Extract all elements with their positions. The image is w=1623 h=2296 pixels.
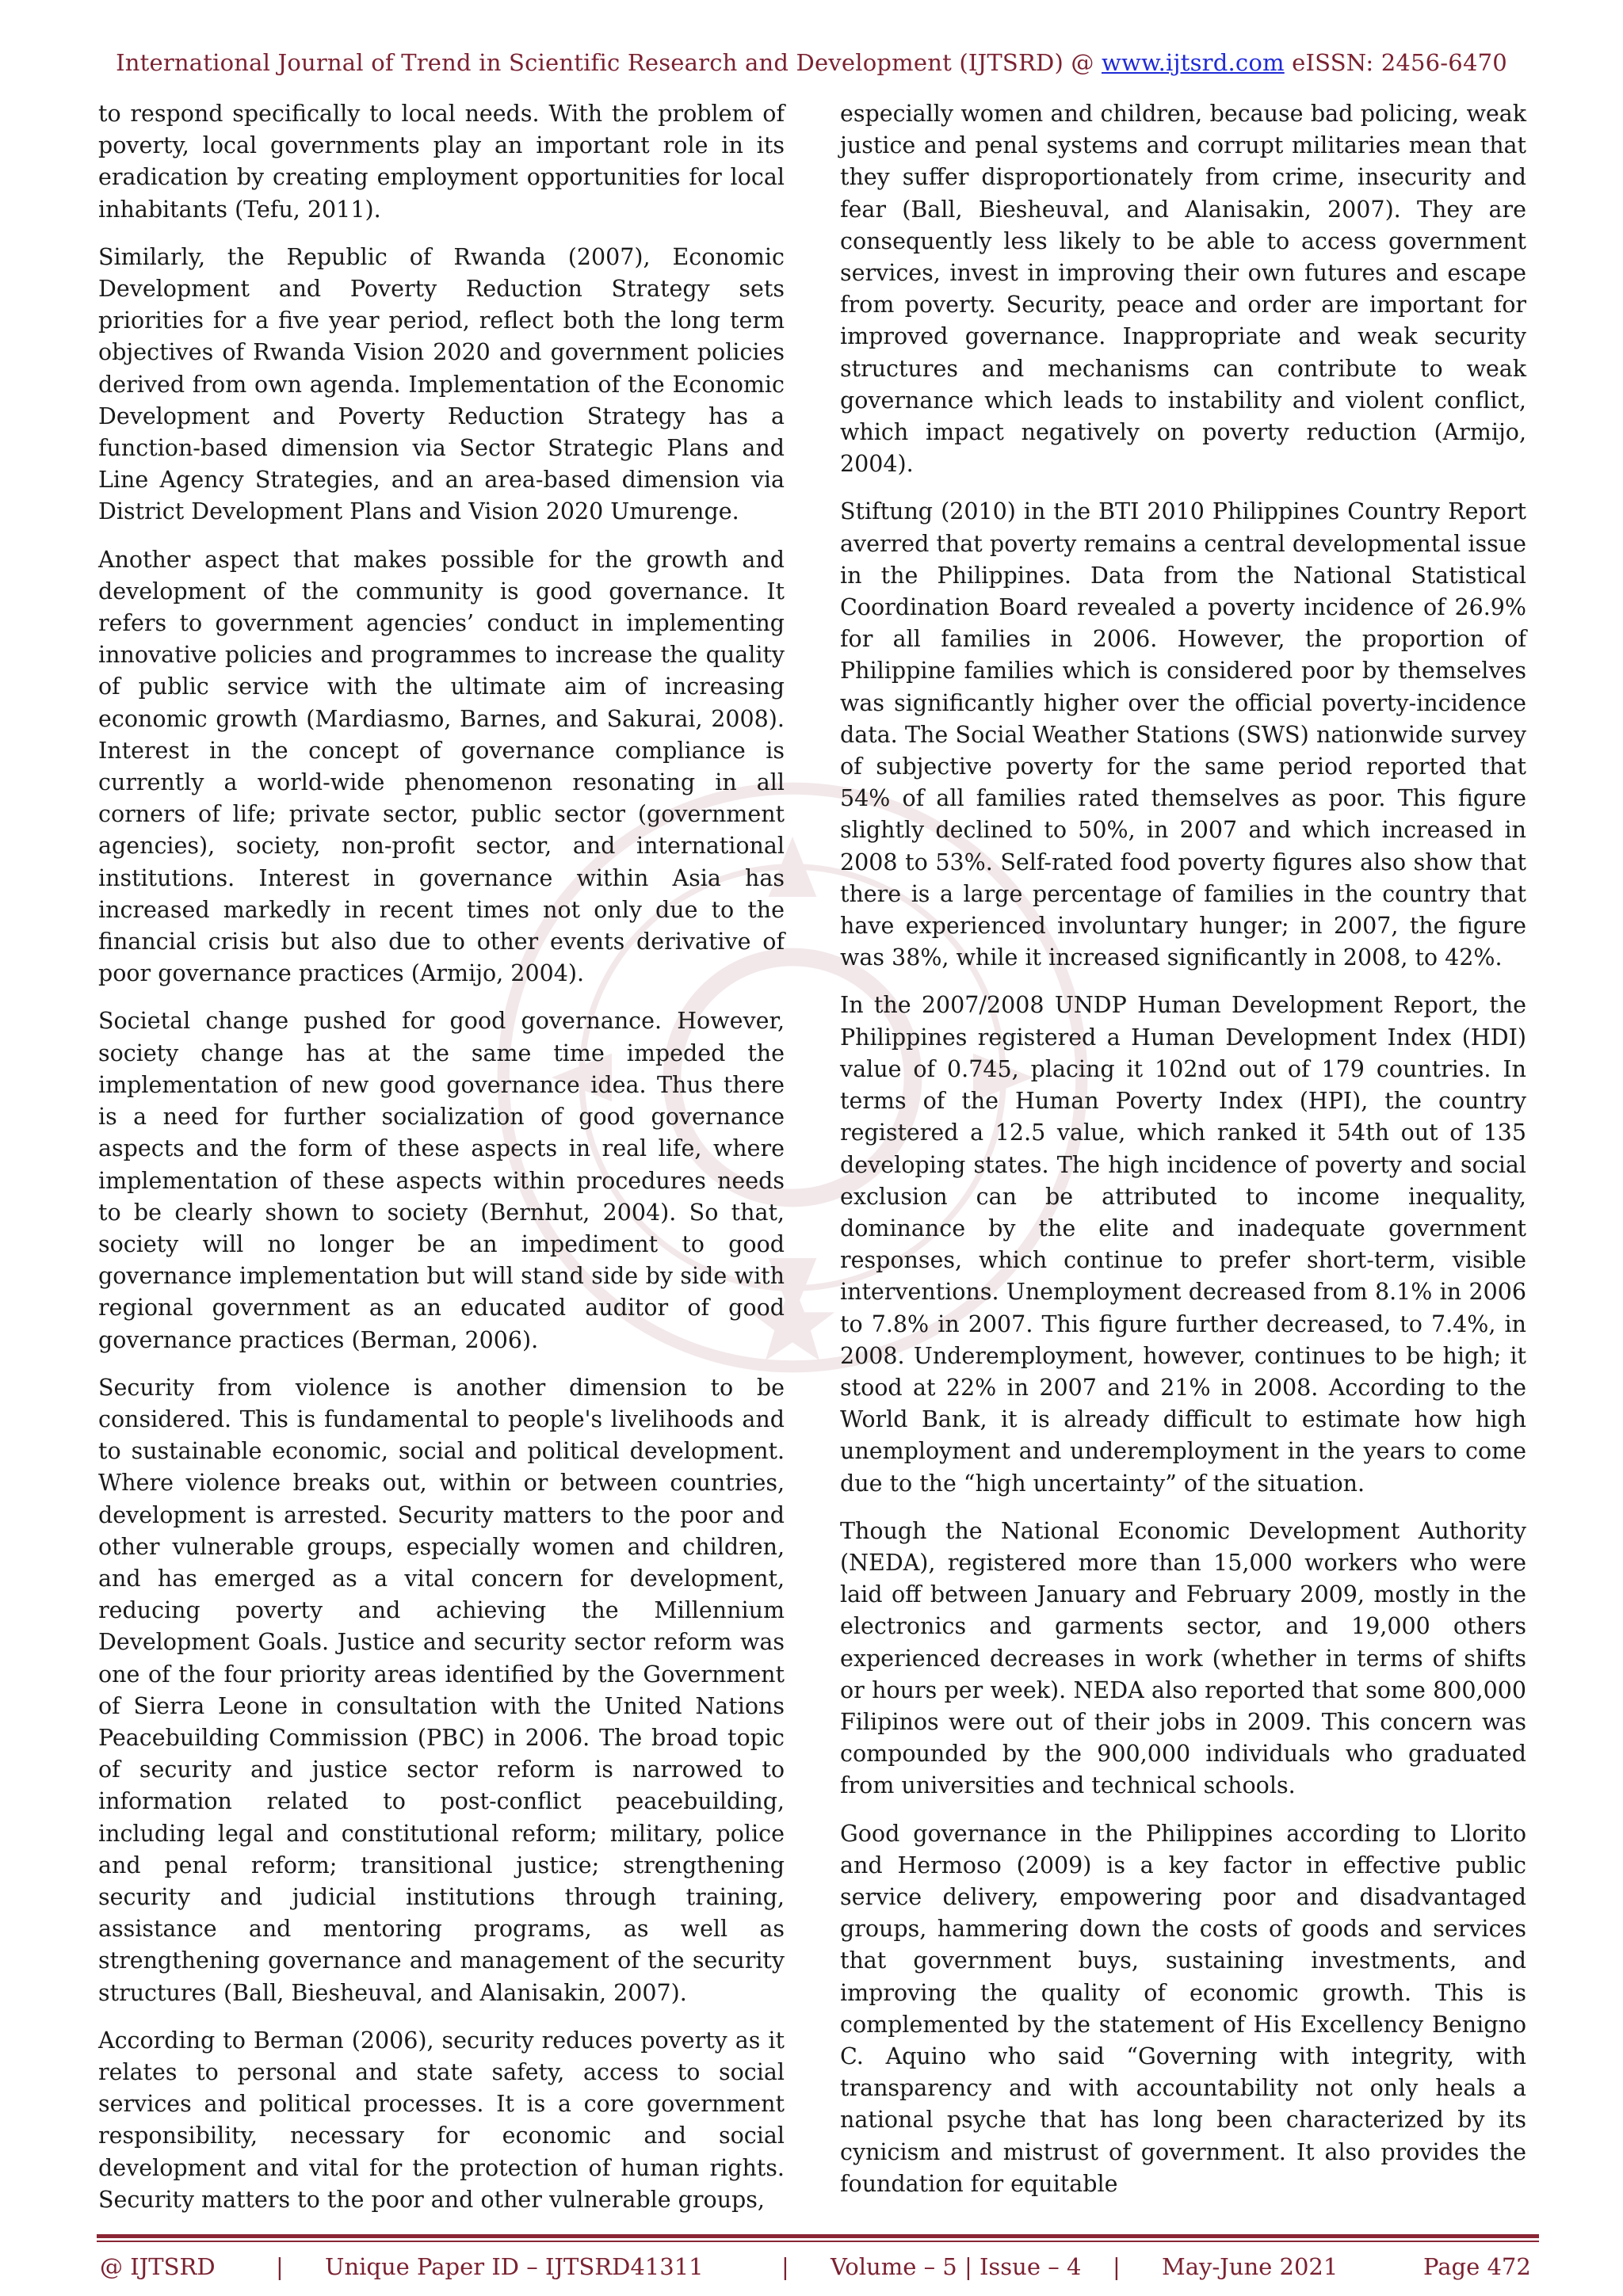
paragraph: Security from violence is another dimension to be considered. This is fundamental to people's livelihoods and to sustainable economic, social and political development. Where violence breaks out, within or between countries, development is arrested. Security matters to the poor and other vulnerable groups, especially women and children, and has emerged as a vital concern for development, reducing poverty and achieving the Millennium Development Goals. Justice and security sector reform was one of the four priority areas identified by the Government of Sierra Leone in consultation with the United Nations Peacebuilding Commission (PBC) in 2006. The broad topic of security and justice sector reform is narrowed to information related to post-conflict peacebuilding, including legal and constitutional reform; military, police and penal reform; transitional justice; strengthening security and judicial institutions through training, assistance and mentoring programs, as well as strengthening governance and management of the security structures (Ball, Biesheuval, and Alanisakin, 2007). (98, 1374, 785, 2006)
left-text-column (98, 98, 785, 2232)
journal-name: International Journal of Trend in Scientific Research and Development (IJTSRD) @ (116, 49, 1102, 76)
paragraph: Another aspect that makes possible for the growth and development of the community is good governance. It refers to government agencies’ conduct in implementing innovative policies and programmes to increase the quality of public service with the ultimate aim of increasing economic growth (Mardiasmo, Barnes, and Sakurai, 2008). Interest in the concept of governance compliance is currently a world-wide phenomenon resonating in all corners of life; private sector, public sector (government agencies), society, non-profit sector, and international institutions. Interest in governance within Asia has increased markedly in recent times not only due to the financial crisis but also due to other events derivative of poor governance practices (Armijo, 2004). (98, 546, 785, 987)
paragraph: Societal change pushed for good governance. However, society change has at the same time impeded the implementation of new good governance idea. Thus there is a need for further socialization of good governance aspects and the form of these aspects in real life, where implementation of these aspects within procedures needs to be clearly shown to society (Bernhut, 2004). So that, society will no longer be an impediment to good governance implementation but will stand side by side with regional government as an educated auditor of good governance practices (Berman, 2006). (98, 1008, 785, 1353)
right-text-column (840, 98, 1526, 2216)
paragraph: to respond specifically to local needs. With the problem of poverty, local governments play an important role in its eradication by creating employment opportunities for local inhabitants (Tefu, 2011). (98, 101, 785, 223)
paragraph: Stiftung (2010) in the BTI 2010 Philippines Country Report averred that poverty remains a central developmental issue in the Philippines. Data from the National Statistical Coordination Board revealed a poverty incidence of 26.9% for all families in 2006. However, the proportion of Philippine families which is considered poor by themselves was significantly higher over the official poverty-incidence data. The Social Weather Stations (SWS) nationwide survey of subjective poverty for the same period reported that 54% of all families rated themselves as poor. This figure slightly declined to 50%, in 2007 and which increased in 2008 to 53%. Self-rated food poverty figures also show that there is a large percentage of families in the country that have experienced involuntary hunger; in 2007, the figure was 38%, while it increased significantly in 2008, to 42%. (840, 498, 1526, 971)
footer-separator: | (781, 2253, 789, 2280)
footer-date: May-June 2021 (1162, 2253, 1338, 2280)
paragraph: In the 2007/2008 UNDP Human Development Report, the Philippines registered a Human Development Index (HDI) value of 0.745, placing it 102nd out of 179 countries. In terms of the Human Poverty Index (HPI), the country registered a 12.5 value, which ranked it 54th out of 135 developing states. The high incidence of poverty and social exclusion can be attributed to income inequality, dominance by the elite and inadequate government responses, which continue to prefer short-term, visible interventions. Unemployment decreased from 8.1% in 2006 to 7.8% in 2007. This figure further decreased, to 7.4%, in 2008. Underemployment, however, continues to be high; it stood at 22% in 2007 and 21% in 2008. According to the World Bank, it is already difficult to estimate how high unemployment and underemployment in the years to come due to the “high uncertainty” of the situation. (840, 992, 1526, 1497)
running-footer (97, 2248, 1539, 2285)
journal-website-link[interactable]: www.ijtsrd.com (1102, 49, 1285, 76)
footer-divider (97, 2234, 1539, 2238)
paragraph: Good governance in the Philippines according to Llorito and Hermoso (2009) is a key factor in effective public service delivery, empowering poor and disadvantaged groups, hammering down the costs of goods and services that government buys, sustaining investments, and improving the quality of economic growth. This is complemented by the statement of His Excellency Benigno C. Aquino who said “Governing with integrity, with transparency and with accountability not only heals a national psyche that has long been characterized by its cynicism and mistrust of government. It also provides the foundation for equitable (840, 1820, 1526, 2197)
journal-issn: eISSN: 2456-6470 (1284, 49, 1507, 76)
paragraph: According to Berman (2006), security reduces poverty as it relates to personal and state safety, access to social services and political processes. It is a core government responsibility, necessary for economic and social development and vital for the protection of human rights. Security matters to the poor and other vulnerable groups, (98, 2027, 785, 2213)
footer-separator: | (1113, 2253, 1121, 2280)
paragraph: especially women and children, because bad policing, weak justice and penal systems and corrupt militaries mean that they suffer disproportionately from crime, insecurity and fear (Ball, Biesheuval, and Alanisakin, 2007). They are consequently less likely to be able to access government services, invest in improving their own futures and escape from poverty. Security, peace and order are important for improved governance. Inappropriate and weak security structures and mechanisms can contribute to weak governance which leads to instability and violent conflict, which impact negatively on poverty reduction (Armijo, 2004). (840, 101, 1526, 478)
footer-page-number: Page 472 (1423, 2253, 1531, 2280)
paragraph: Similarly, the Republic of Rwanda (2007), Economic Development and Poverty Reduction Strategy sets priorities for a five year period, reflect both the long term objectives of Rwanda Vision 2020 and government policies derived from own agenda. Implementation of the Economic Development and Poverty Reduction Strategy has a function-based dimension via Sector Strategic Plans and Line Agency Strategies, and an area-based dimension via District Development Plans and Vision 2020 Umurenge. (98, 243, 785, 525)
footer-separator: | (276, 2253, 284, 2280)
running-header (0, 49, 1623, 76)
footer-volume-issue: Volume – 5 | Issue – 4 (831, 2253, 1082, 2280)
paragraph: Though the National Economic Development Authority (NEDA), registered more than 15,000 workers who were laid off between January and February 2009, mostly in the electronics and garments sector, and 19,000 others experienced decreases in work (whether in terms of shifts or hours per week). NEDA also reported that some 800,000 Filipinos were out of their jobs in 2009. This concern was compounded by the 900,000 individuals who graduated from universities and technical schools. (840, 1517, 1526, 1799)
footer-paper-id: Unique Paper ID – IJTSRD41311 (325, 2253, 704, 2280)
footer-divider-thin (97, 2241, 1539, 2242)
footer-brand: @ IJTSRD (100, 2253, 216, 2280)
